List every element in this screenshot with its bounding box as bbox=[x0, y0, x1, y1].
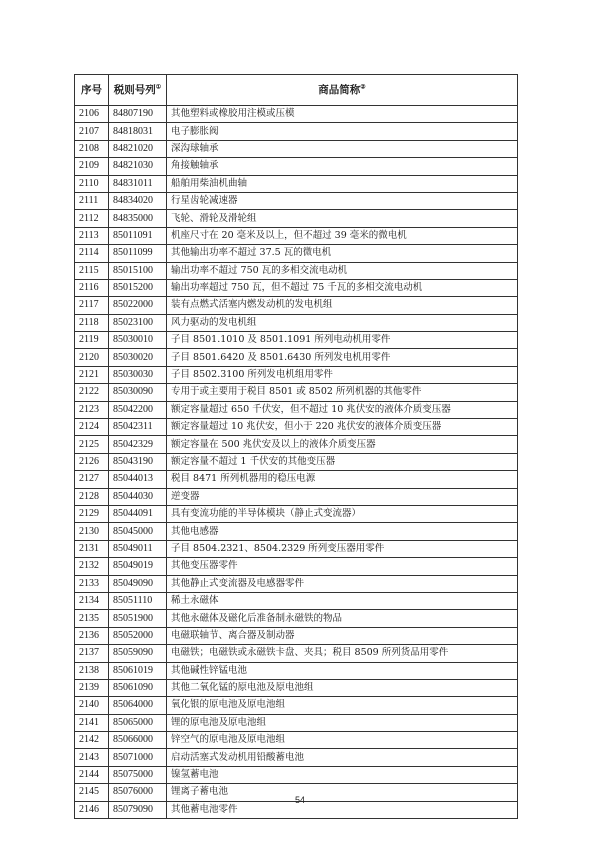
row-seq-cell: 2144 bbox=[75, 766, 109, 783]
tariff-table bbox=[74, 74, 518, 819]
table-row bbox=[75, 732, 518, 749]
row-code-cell: 85049011 bbox=[109, 540, 167, 557]
row-code-cell: 85049090 bbox=[109, 575, 167, 592]
row-name-cell: 启动活塞式发动机用铅酸蓄电池 bbox=[167, 749, 518, 766]
row-name-cell: 额定容量超过 650 千伏安，但不超过 10 兆伏安的液体介质变压器 bbox=[167, 401, 518, 418]
table-row bbox=[75, 210, 518, 227]
row-code-cell: 85044091 bbox=[109, 505, 167, 522]
row-code-cell: 85045000 bbox=[109, 523, 167, 540]
table-row bbox=[75, 436, 518, 453]
row-seq-cell: 2116 bbox=[75, 279, 109, 296]
table-row bbox=[75, 384, 518, 401]
row-code-cell: 84821030 bbox=[109, 158, 167, 175]
row-seq-cell: 2119 bbox=[75, 332, 109, 349]
row-code-cell: 85076000 bbox=[109, 784, 167, 801]
row-seq-cell: 2121 bbox=[75, 366, 109, 383]
row-name-cell: 输出功率超过 750 瓦，但不超过 75 千瓦的多相交流电动机 bbox=[167, 279, 518, 296]
row-code-cell: 85030010 bbox=[109, 332, 167, 349]
row-name-cell: 装有点燃式活塞内燃发动机的发电机组 bbox=[167, 297, 518, 314]
row-seq-cell: 2137 bbox=[75, 645, 109, 662]
row-code-cell: 85075000 bbox=[109, 766, 167, 783]
row-code-cell: 85030020 bbox=[109, 349, 167, 366]
table-row bbox=[75, 349, 518, 366]
row-name-cell: 其他输出功率不超过 37.5 瓦的微电机 bbox=[167, 245, 518, 262]
row-code-cell: 85044030 bbox=[109, 488, 167, 505]
row-name-cell: 专用于或主要用于税目 8501 或 8502 所列机器的其他零件 bbox=[167, 384, 518, 401]
row-name-cell: 角接触轴承 bbox=[167, 158, 518, 175]
row-name-cell: 其他变压器零件 bbox=[167, 558, 518, 575]
table-row bbox=[75, 540, 518, 557]
table-row bbox=[75, 419, 518, 436]
row-seq-cell: 2134 bbox=[75, 592, 109, 609]
row-seq-cell: 2139 bbox=[75, 679, 109, 696]
row-name-cell: 其他静止式变流器及电感器零件 bbox=[167, 575, 518, 592]
table-row bbox=[75, 262, 518, 279]
row-code-cell: 85051110 bbox=[109, 592, 167, 609]
row-name-cell: 额定容量不超过 1 千伏安的其他变压器 bbox=[167, 453, 518, 470]
row-name-cell: 氧化银的原电池及原电池组 bbox=[167, 697, 518, 714]
row-code-cell: 85059090 bbox=[109, 645, 167, 662]
row-code-cell: 85051900 bbox=[109, 610, 167, 627]
table-row bbox=[75, 697, 518, 714]
table-row bbox=[75, 227, 518, 244]
row-name-cell: 子目 8501.6420 及 8501.6430 所列发电机用零件 bbox=[167, 349, 518, 366]
row-name-cell: 行星齿轮减速器 bbox=[167, 192, 518, 209]
table-row bbox=[75, 192, 518, 209]
row-name-cell: 其他蓄电池零件 bbox=[167, 801, 518, 818]
table-row bbox=[75, 645, 518, 662]
row-code-cell: 84821020 bbox=[109, 140, 167, 157]
row-code-cell: 84818031 bbox=[109, 123, 167, 140]
table-row bbox=[75, 488, 518, 505]
row-seq-cell: 2140 bbox=[75, 697, 109, 714]
table-row bbox=[75, 679, 518, 696]
row-name-cell: 电子膨胀阀 bbox=[167, 123, 518, 140]
row-name-cell: 飞轮、滑轮及滑轮组 bbox=[167, 210, 518, 227]
row-code-cell: 84831011 bbox=[109, 175, 167, 192]
table-row bbox=[75, 279, 518, 296]
row-seq-cell: 2135 bbox=[75, 610, 109, 627]
row-code-cell: 85061090 bbox=[109, 679, 167, 696]
row-seq-cell: 2125 bbox=[75, 436, 109, 453]
row-code-cell: 85049019 bbox=[109, 558, 167, 575]
row-code-cell: 85064000 bbox=[109, 697, 167, 714]
row-name-cell: 其他塑料或橡胶用注模或压模 bbox=[167, 106, 518, 123]
row-seq-cell: 2138 bbox=[75, 662, 109, 679]
row-name-cell: 稀土永磁体 bbox=[167, 592, 518, 609]
table-row bbox=[75, 297, 518, 314]
row-seq-cell: 2111 bbox=[75, 192, 109, 209]
row-name-cell: 镍氢蓄电池 bbox=[167, 766, 518, 783]
row-code-cell: 85015200 bbox=[109, 279, 167, 296]
row-seq-cell: 2130 bbox=[75, 523, 109, 540]
row-seq-cell: 2142 bbox=[75, 732, 109, 749]
row-seq-cell: 2141 bbox=[75, 714, 109, 731]
table-row bbox=[75, 505, 518, 522]
table-row bbox=[75, 123, 518, 140]
row-code-cell: 85043190 bbox=[109, 453, 167, 470]
table-row bbox=[75, 140, 518, 157]
page-number: 54 bbox=[294, 795, 305, 805]
table-row bbox=[75, 523, 518, 540]
row-seq-cell: 2127 bbox=[75, 471, 109, 488]
row-name-cell: 锂的原电池及原电池组 bbox=[167, 714, 518, 731]
table-row bbox=[75, 332, 518, 349]
row-name-cell: 税目 8471 所列机器用的稳压电源 bbox=[167, 471, 518, 488]
row-seq-cell: 2131 bbox=[75, 540, 109, 557]
row-seq-cell: 2129 bbox=[75, 505, 109, 522]
row-seq-cell: 2114 bbox=[75, 245, 109, 262]
table-row bbox=[75, 558, 518, 575]
header-code: 税则号列① bbox=[109, 75, 167, 106]
table-row bbox=[75, 714, 518, 731]
table-header-row bbox=[75, 75, 518, 106]
row-name-cell: 电磁联轴节、离合器及制动器 bbox=[167, 627, 518, 644]
row-seq-cell: 2112 bbox=[75, 210, 109, 227]
row-seq-cell: 2108 bbox=[75, 140, 109, 157]
row-seq-cell: 2136 bbox=[75, 627, 109, 644]
row-code-cell: 84835000 bbox=[109, 210, 167, 227]
header-seq: 序号 bbox=[75, 75, 109, 106]
row-name-cell: 船舶用柴油机曲轴 bbox=[167, 175, 518, 192]
row-seq-cell: 2124 bbox=[75, 419, 109, 436]
table-row bbox=[75, 627, 518, 644]
row-code-cell: 85030030 bbox=[109, 366, 167, 383]
row-code-cell: 85015100 bbox=[109, 262, 167, 279]
footnote-marker-2: ② bbox=[360, 83, 366, 91]
table-row bbox=[75, 575, 518, 592]
footnote-marker-1: ① bbox=[155, 83, 162, 91]
row-name-cell: 子目 8501.1010 及 8501.1091 所列电动机用零件 bbox=[167, 332, 518, 349]
table-row bbox=[75, 662, 518, 679]
row-seq-cell: 2118 bbox=[75, 314, 109, 331]
row-name-cell: 逆变器 bbox=[167, 488, 518, 505]
row-code-cell: 85022000 bbox=[109, 297, 167, 314]
table-row bbox=[75, 245, 518, 262]
table-row bbox=[75, 453, 518, 470]
row-name-cell: 机座尺寸在 20 毫米及以上，但不超过 39 毫米的微电机 bbox=[167, 227, 518, 244]
row-code-cell: 84807190 bbox=[109, 106, 167, 123]
row-code-cell: 85042329 bbox=[109, 436, 167, 453]
row-code-cell: 85011099 bbox=[109, 245, 167, 262]
row-seq-cell: 2115 bbox=[75, 262, 109, 279]
row-code-cell: 85023100 bbox=[109, 314, 167, 331]
row-code-cell: 85052000 bbox=[109, 627, 167, 644]
row-code-cell: 85030090 bbox=[109, 384, 167, 401]
row-seq-cell: 2120 bbox=[75, 349, 109, 366]
row-code-cell: 85066000 bbox=[109, 732, 167, 749]
row-name-cell: 输出功率不超过 750 瓦的多相交流电动机 bbox=[167, 262, 518, 279]
row-name-cell: 其他碱性锌锰电池 bbox=[167, 662, 518, 679]
table-row bbox=[75, 158, 518, 175]
table-row bbox=[75, 106, 518, 123]
row-code-cell: 84834020 bbox=[109, 192, 167, 209]
row-name-cell: 其他电感器 bbox=[167, 523, 518, 540]
row-name-cell: 电磁铁；电磁铁或永磁铁卡盘、夹具；税目 8509 所列货品用零件 bbox=[167, 645, 518, 662]
table-row bbox=[75, 401, 518, 418]
row-code-cell: 85079090 bbox=[109, 801, 167, 818]
row-name-cell: 额定容量超过 10 兆伏安，但小于 220 兆伏安的液体介质变压器 bbox=[167, 419, 518, 436]
row-code-cell: 85061019 bbox=[109, 662, 167, 679]
table-row bbox=[75, 749, 518, 766]
row-name-cell: 锌空气的原电池及原电池组 bbox=[167, 732, 518, 749]
row-seq-cell: 2117 bbox=[75, 297, 109, 314]
row-code-cell: 85042200 bbox=[109, 401, 167, 418]
row-seq-cell: 2132 bbox=[75, 558, 109, 575]
row-name-cell: 其他永磁体及磁化后准备制永磁铁的物品 bbox=[167, 610, 518, 627]
table-row bbox=[75, 471, 518, 488]
table-row bbox=[75, 766, 518, 783]
row-seq-cell: 2126 bbox=[75, 453, 109, 470]
table-body bbox=[75, 106, 518, 819]
row-name-cell: 子目 8502.3100 所列发电机组用零件 bbox=[167, 366, 518, 383]
row-name-cell: 锂离子蓄电池 bbox=[167, 784, 518, 801]
table-row bbox=[75, 175, 518, 192]
row-code-cell: 85044013 bbox=[109, 471, 167, 488]
row-name-cell: 具有变流功能的半导体模块（静止式变流器） bbox=[167, 505, 518, 522]
row-seq-cell: 2133 bbox=[75, 575, 109, 592]
row-seq-cell: 2146 bbox=[75, 801, 109, 818]
row-seq-cell: 2109 bbox=[75, 158, 109, 175]
table-row bbox=[75, 610, 518, 627]
row-seq-cell: 2128 bbox=[75, 488, 109, 505]
row-code-cell: 85011091 bbox=[109, 227, 167, 244]
row-name-cell: 其他二氧化锰的原电池及原电池组 bbox=[167, 679, 518, 696]
row-name-cell: 深沟球轴承 bbox=[167, 140, 518, 157]
row-seq-cell: 2110 bbox=[75, 175, 109, 192]
header-name: 商品简称② bbox=[167, 75, 518, 106]
row-code-cell: 85065000 bbox=[109, 714, 167, 731]
row-seq-cell: 2113 bbox=[75, 227, 109, 244]
table-row bbox=[75, 366, 518, 383]
table-row bbox=[75, 314, 518, 331]
table-row bbox=[75, 592, 518, 609]
row-name-cell: 子目 8504.2321、8504.2329 所列变压器用零件 bbox=[167, 540, 518, 557]
row-seq-cell: 2123 bbox=[75, 401, 109, 418]
row-seq-cell: 2145 bbox=[75, 784, 109, 801]
row-seq-cell: 2107 bbox=[75, 123, 109, 140]
row-code-cell: 85042311 bbox=[109, 419, 167, 436]
row-seq-cell: 2143 bbox=[75, 749, 109, 766]
row-code-cell: 85071000 bbox=[109, 749, 167, 766]
row-name-cell: 额定容量在 500 兆伏安及以上的液体介质变压器 bbox=[167, 436, 518, 453]
row-name-cell: 风力驱动的发电机组 bbox=[167, 314, 518, 331]
row-seq-cell: 2106 bbox=[75, 106, 109, 123]
row-seq-cell: 2122 bbox=[75, 384, 109, 401]
